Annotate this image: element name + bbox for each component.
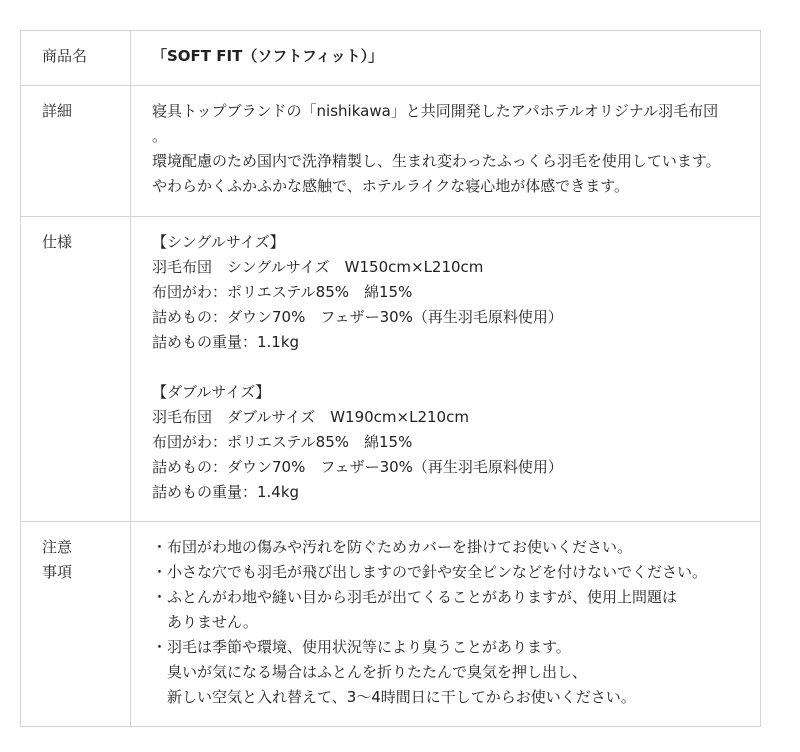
notes-label-line: 注意 — [42, 538, 73, 556]
spec-value — [131, 217, 761, 522]
product-spec-table — [20, 30, 761, 727]
notes-value — [131, 522, 761, 727]
spec-label: 仕様 — [21, 217, 131, 522]
notes-line: 新しい空気と入れ替えて、3〜4時間日に干してからお使いください。 — [152, 688, 636, 706]
double-size-line: 布団がわ：ポリエステル85% 綿15% — [152, 433, 413, 451]
double-size-line: 羽毛布団 ダブルサイズ W190cm×L210cm — [152, 408, 469, 426]
details-value — [131, 86, 761, 217]
details-line: やわらかくふかふかな感触で、ホテルライクな寝心地が体感できます。 — [152, 177, 630, 195]
product-name-value: 「SOFT FIT（ソフトフィット）」 — [131, 31, 761, 86]
spec-row — [21, 217, 761, 522]
notes-line: ・小さな穴でも羽毛が飛び出しますので針や安全ピンなどを付けないでください。 — [152, 563, 708, 581]
notes-label-line: 事項 — [42, 563, 73, 581]
notes-row — [21, 522, 761, 727]
notes-line: ・布団がわ地の傷みや汚れを防ぐためカバーを掛けてお使いください。 — [152, 538, 633, 556]
notes-label — [21, 522, 131, 727]
single-size-line: 詰めもの：ダウン70% フェザー30%（再生羽毛原料使用） — [152, 308, 563, 326]
details-row — [21, 86, 761, 217]
details-line: 。 — [152, 127, 168, 145]
single-size-heading: 【シングルサイズ】 — [152, 233, 285, 251]
single-size-line: 詰めもの重量：1.1kg — [152, 333, 300, 351]
double-size-heading: 【ダブルサイズ】 — [152, 383, 271, 401]
notes-line: ・ふとんがわ地や縫い目から羽毛が出てくることがありますが、使用上問題は — [152, 588, 678, 606]
product-name-row — [21, 31, 761, 86]
details-line: 環境配慮のため国内で洗浄精製し、生まれ変わったふっくら羽毛を使用しています。 — [152, 152, 721, 170]
notes-line: 臭いが気になる場合はふとんを折りたたんで臭気を押し出し、 — [152, 663, 588, 681]
single-size-line: 布団がわ：ポリエステル85% 綿15% — [152, 283, 413, 301]
single-size-line: 羽毛布団 シングルサイズ W150cm×L210cm — [152, 258, 484, 276]
notes-line: ありません。 — [152, 613, 258, 631]
double-size-line: 詰めもの：ダウン70% フェザー30%（再生羽毛原料使用） — [152, 458, 563, 476]
notes-line: ・羽毛は季節や環境、使用状況等により臭うことがあります。 — [152, 638, 571, 656]
spec-spacer — [152, 355, 750, 380]
double-size-line: 詰めもの重量：1.4kg — [152, 483, 300, 501]
details-line: 寝具トップブランドの「nishikawa」と共同開発したアパホテルオリジナル羽毛布団 — [152, 102, 719, 120]
product-name-label: 商品名 — [21, 31, 131, 86]
details-label: 詳細 — [21, 86, 131, 217]
